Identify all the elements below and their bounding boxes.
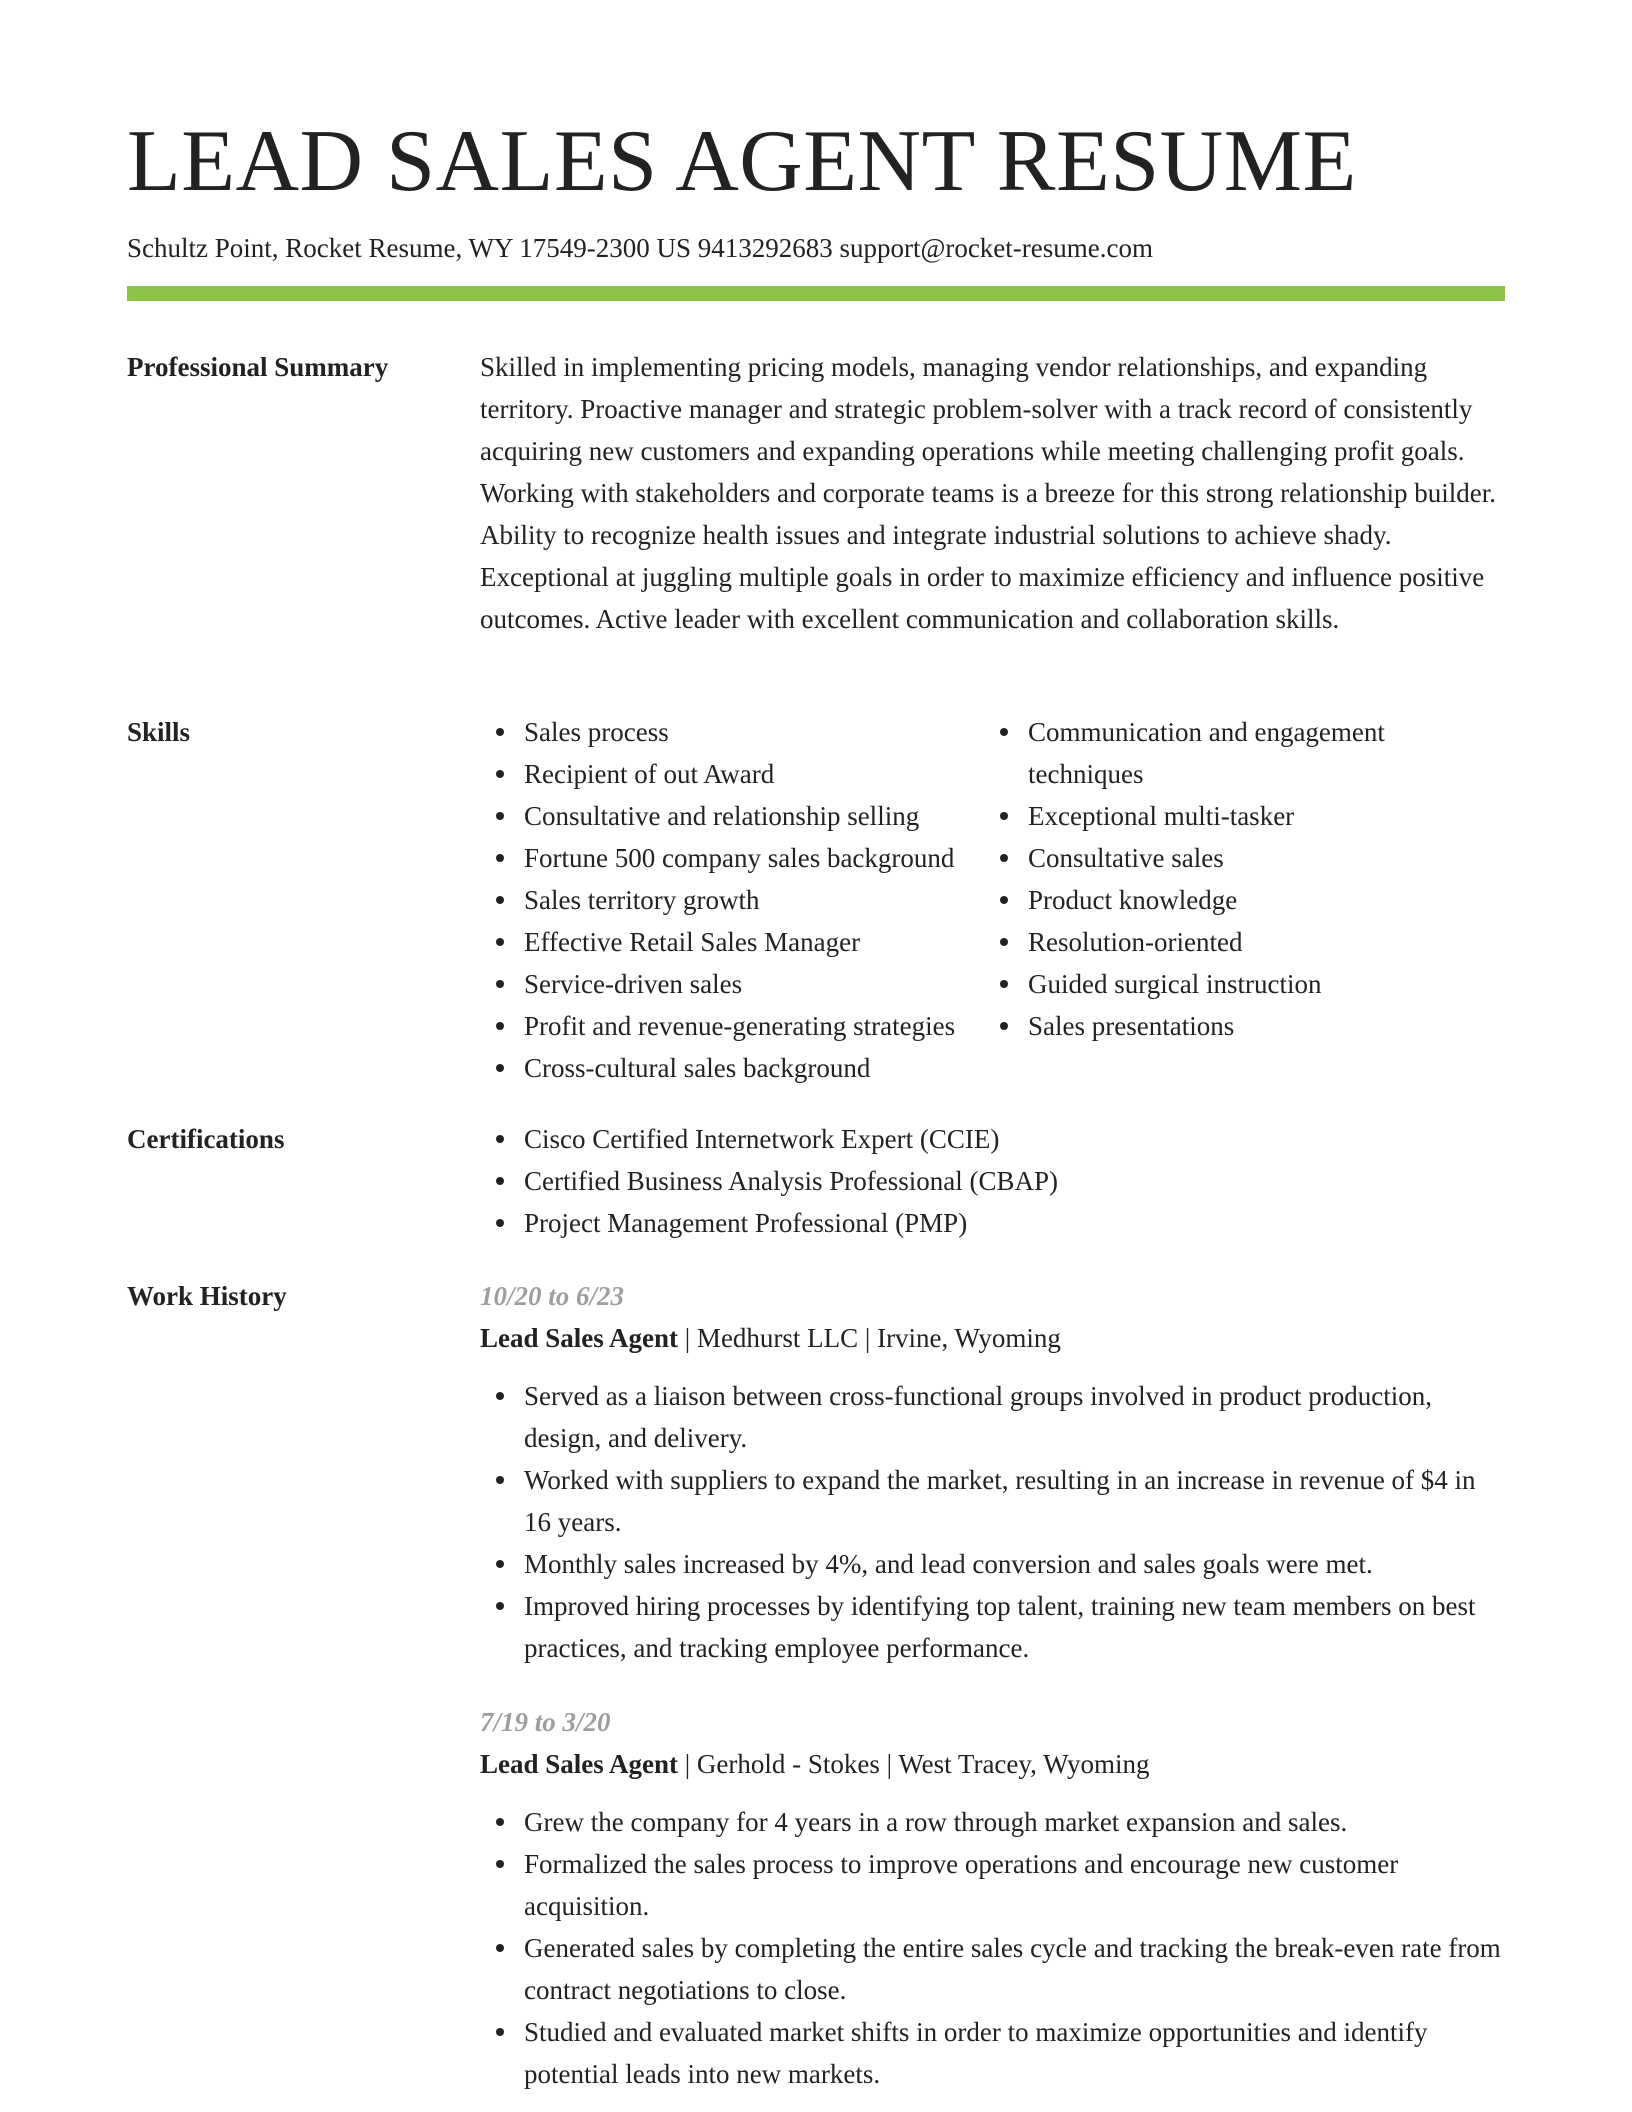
job-dates: 10/20 to 6/23 bbox=[480, 1281, 625, 1311]
job-bullet: Worked with suppliers to expand the market, resulting in an increase in revenue of $4 in 16 years. bbox=[480, 1459, 1505, 1543]
job-header bbox=[480, 1743, 1505, 1785]
job-title: Lead Sales Agent bbox=[480, 1323, 679, 1353]
skill-item: Communication and engagement techniques bbox=[984, 711, 1404, 795]
job-dates: 7/19 to 3/20 bbox=[480, 1707, 611, 1737]
job-bullet: Improved hiring processes by identifying top talent, training new team members on best practices, and tracking employee performance. bbox=[480, 1585, 1505, 1669]
job-bullet: Formalized the sales process to improve operations and encourage new customer acquisition. bbox=[480, 1843, 1505, 1927]
job-bullet: Generated sales by completing the entire sales cycle and tracking the break-even rate from contract negotiations to close. bbox=[480, 1927, 1505, 2011]
skill-item: Fortune 500 company sales background bbox=[480, 837, 984, 879]
job-header bbox=[480, 1317, 1505, 1359]
job-bullets bbox=[480, 1375, 1505, 1669]
job-bullet: Monthly sales increased by 4%, and lead conversion and sales goals were met. bbox=[480, 1543, 1505, 1585]
certifications-list bbox=[480, 1118, 1505, 1244]
summary-text: Skilled in implementing pricing models, managing vendor relationships, and expanding territory. Proactive manager and strategic problem-solver with a track record of consistently acquiring new customers and expanding operations while meeting challenging profit goals. Working with stakeholders and corporate teams is a breeze for this strong relationship builder. Ability to recognize health issues and integrate industrial solutions to achieve shady. Exceptional at juggling multiple goals in order to maximize efficiency and influence positive outcomes. Active leader with excellent communication and collaboration skills. bbox=[480, 352, 1497, 634]
skill-item: Cross-cultural sales background bbox=[480, 1047, 984, 1089]
skills-list-left bbox=[480, 711, 984, 1089]
job-entry bbox=[480, 1701, 1505, 2095]
job-bullet: Grew the company for 4 years in a row through market expansion and sales. bbox=[480, 1801, 1505, 1843]
job-entry bbox=[480, 1275, 1505, 1669]
certifications-body bbox=[480, 1118, 1505, 1244]
certification-item: Cisco Certified Internetwork Expert (CCIE) bbox=[480, 1118, 1505, 1160]
certification-item: Certified Business Analysis Professional (CBAP) bbox=[480, 1160, 1505, 1202]
skill-item: Consultative and relationship selling bbox=[480, 795, 984, 837]
skill-item: Profit and revenue-generating strategies bbox=[480, 1005, 984, 1047]
skill-item: Effective Retail Sales Manager bbox=[480, 921, 984, 963]
work-history-body bbox=[480, 1275, 1505, 2095]
job-details: | Gerhold - Stokes | West Tracey, Wyoming bbox=[678, 1749, 1150, 1779]
resume-title: LEAD SALES AGENT RESUME bbox=[127, 113, 1357, 210]
skill-item: Resolution-oriented bbox=[984, 921, 1404, 963]
certifications-heading: Certifications bbox=[127, 1124, 285, 1154]
certification-item: Project Management Professional (PMP) bbox=[480, 1202, 1505, 1244]
skill-item: Guided surgical instruction bbox=[984, 963, 1404, 1005]
job-title: Lead Sales Agent bbox=[480, 1749, 679, 1779]
skill-item: Sales presentations bbox=[984, 1005, 1404, 1047]
skill-item: Consultative sales bbox=[984, 837, 1404, 879]
summary-heading: Professional Summary bbox=[127, 352, 389, 382]
work-history-heading: Work History bbox=[127, 1281, 287, 1311]
job-bullet: Served as a liaison between cross-functional groups involved in product production, design, and delivery. bbox=[480, 1375, 1505, 1459]
summary-body bbox=[480, 346, 1505, 640]
skills-list-right bbox=[984, 711, 1404, 1089]
skill-item: Service-driven sales bbox=[480, 963, 984, 1005]
skills-body bbox=[480, 711, 1505, 1089]
skill-item: Product knowledge bbox=[984, 879, 1404, 921]
skill-item: Exceptional multi-tasker bbox=[984, 795, 1404, 837]
skill-item: Sales process bbox=[480, 711, 984, 753]
contact-line: Schultz Point, Rocket Resume, WY 17549-2300 US 9413292683 support@rocket-resume.com bbox=[127, 233, 1153, 263]
skill-item: Sales territory growth bbox=[480, 879, 984, 921]
job-details: | Medhurst LLC | Irvine, Wyoming bbox=[678, 1323, 1061, 1353]
header-divider bbox=[127, 286, 1505, 301]
job-bullet: Studied and evaluated market shifts in order to maximize opportunities and identify potential leads into new markets. bbox=[480, 2011, 1505, 2095]
skill-item: Recipient of out Award bbox=[480, 753, 984, 795]
job-bullets bbox=[480, 1801, 1505, 2095]
skills-heading: Skills bbox=[127, 717, 191, 747]
